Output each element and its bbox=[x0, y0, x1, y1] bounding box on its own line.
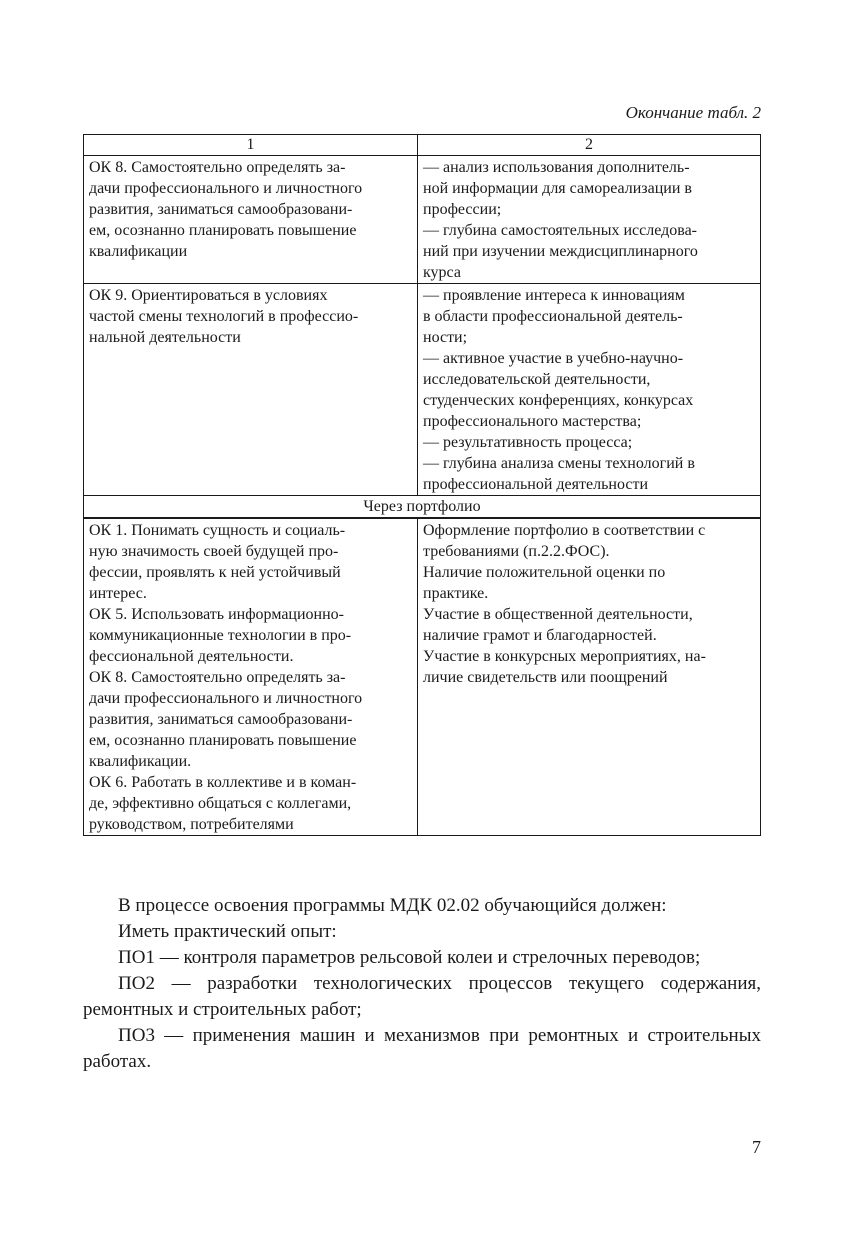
cell-line: Участие в конкурсных мероприятиях, на- bbox=[423, 648, 706, 665]
cell-line: требованиями (п.2.2.ФОС). bbox=[423, 543, 610, 560]
cell-line: развития, заниматься самообразовани- bbox=[89, 201, 353, 218]
cell-line: коммуникационные технологии в про- bbox=[89, 627, 352, 644]
section-row bbox=[84, 496, 761, 519]
cell-line: профессионального мастерства; bbox=[423, 413, 642, 430]
header-col-2: 2 bbox=[418, 135, 761, 156]
cell-line: — глубина самостоятельных исследова- bbox=[423, 222, 697, 239]
cell-line: ной информации для самореализации в bbox=[423, 180, 692, 197]
cell-line: фессиональной деятельности. bbox=[89, 648, 294, 665]
table-row bbox=[84, 284, 761, 496]
competency-cell bbox=[84, 518, 418, 836]
cell-line: нальной деятельности bbox=[89, 329, 241, 346]
paragraph: ПО3 — применения машин и механизмов при ремонтных и строительных работах. bbox=[83, 1025, 761, 1072]
cell-line: ОК 5. Использовать информационно- bbox=[89, 606, 345, 623]
cell-line: ОК 8. Самостоятельно определять за- bbox=[89, 159, 346, 176]
cell-line: Оформление портфолио в соответствии с bbox=[423, 522, 706, 539]
cell-line: ем, осознанно планировать повышение bbox=[89, 222, 357, 239]
cell-line: де, эффективно общаться с коллегами, bbox=[89, 795, 352, 812]
indicator-cell bbox=[418, 518, 761, 836]
table-row bbox=[84, 156, 761, 284]
cell-line: ОК 6. Работать в коллективе и в коман- bbox=[89, 774, 357, 791]
cell-line: частой смены технологий в профессио- bbox=[89, 308, 359, 325]
indicator-cell bbox=[418, 284, 761, 496]
cell-line: Наличие положительной оценки по bbox=[423, 564, 666, 581]
cell-line: — проявление интереса к инновациям bbox=[423, 287, 685, 304]
cell-line: ОК 9. Ориентироваться в условиях bbox=[89, 287, 328, 304]
cell-line: ем, осознанно планировать повышение bbox=[89, 732, 357, 749]
indicator-cell bbox=[418, 156, 761, 284]
cell-line: в области профессиональной деятель- bbox=[423, 308, 683, 325]
header-col-1: 1 bbox=[84, 135, 418, 156]
cell-line: дачи профессионального и личностного bbox=[89, 690, 363, 707]
table-row bbox=[84, 518, 761, 836]
cell-line: — анализ использования дополнитель- bbox=[423, 159, 690, 176]
cell-line: квалификации bbox=[89, 243, 188, 260]
section-title: Через портфолио bbox=[84, 496, 761, 519]
cell-line: профессии; bbox=[423, 201, 502, 218]
paragraph: ПО1 — контроля параметров рельсовой колеи и стрелочных переводов; bbox=[118, 947, 701, 968]
cell-line: Участие в общественной деятельности, bbox=[423, 606, 693, 623]
cell-line: развития, заниматься самообразовани- bbox=[89, 711, 353, 728]
cell-line: ний при изучении междисциплинарного bbox=[423, 243, 698, 260]
page-number: 7 bbox=[752, 1137, 761, 1157]
cell-line: профессиональной деятельности bbox=[423, 476, 648, 493]
competency-cell bbox=[84, 284, 418, 496]
cell-line: наличие грамот и благодарностей. bbox=[423, 627, 657, 644]
cell-line: — активное участие в учебно-научно- bbox=[423, 350, 684, 367]
cell-line: ОК 1. Понимать сущность и социаль- bbox=[89, 522, 346, 539]
cell-line: квалификации. bbox=[89, 753, 192, 770]
cell-line: ОК 8. Самостоятельно определять за- bbox=[89, 669, 346, 686]
cell-line: — глубина анализа смены технологий в bbox=[423, 455, 695, 472]
cell-line: студенческих конференциях, конкурсах bbox=[423, 392, 694, 409]
competency-table bbox=[83, 134, 761, 836]
cell-line: дачи профессионального и личностного bbox=[89, 180, 363, 197]
table-caption: Окончание табл. 2 bbox=[625, 103, 761, 122]
cell-line: ности; bbox=[423, 329, 468, 346]
cell-line: курса bbox=[423, 264, 461, 281]
cell-line: руководством, потребителями bbox=[89, 816, 294, 833]
table-header-row bbox=[84, 135, 761, 156]
paragraph: ПО2 — разработки технологических процессов текущего содержания, ремонтных и строительных работ; bbox=[83, 973, 761, 1020]
cell-line: ную значимость своей будущей про- bbox=[89, 543, 339, 560]
paragraph: В процессе освоения программы МДК 02.02 обучающийся должен: bbox=[118, 895, 667, 916]
cell-line: исследовательской деятельности, bbox=[423, 371, 651, 388]
cell-line: — результативность процесса; bbox=[423, 434, 633, 451]
paragraph: Иметь практический опыт: bbox=[118, 921, 337, 942]
body-text bbox=[83, 893, 761, 1075]
cell-line: фессии, проявлять к ней устойчивый bbox=[89, 564, 341, 581]
cell-line: практике. bbox=[423, 585, 489, 602]
cell-line: интерес. bbox=[89, 585, 147, 602]
cell-line: личие свидетельств или поощрений bbox=[423, 669, 668, 686]
competency-cell bbox=[84, 156, 418, 284]
